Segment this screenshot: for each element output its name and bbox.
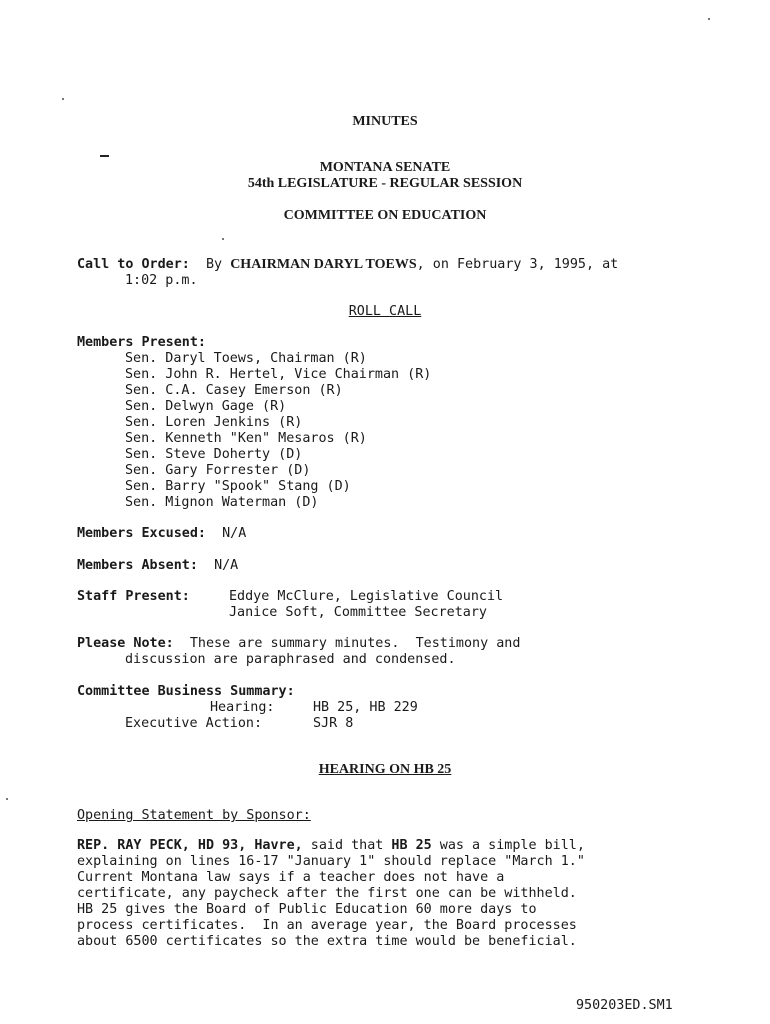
session-name: 54th LEGISLATURE - REGULAR SESSION (247, 176, 523, 191)
hearing-line-1 (77, 838, 585, 854)
scan-speck (6, 798, 8, 800)
hearing-line-1-mid: said that (302, 838, 392, 853)
staff-item: Janice Soft, Committee Secretary (229, 605, 487, 620)
hearing-heading: HEARING ON HB 25 (318, 762, 452, 777)
roll-call-heading: ROLL CALL (348, 304, 422, 319)
member-item: Sen. Daryl Toews, Chairman (R) (125, 351, 367, 366)
sponsor-name: REP. RAY PECK, HD 93, Havre, (77, 838, 303, 853)
members-absent-value: N/A (214, 558, 239, 573)
member-item: Sen. Delwyn Gage (R) (125, 399, 287, 414)
document-title: MINUTES (352, 114, 418, 129)
please-note-text-2: discussion are paraphrased and condensed. (125, 652, 456, 667)
hearing-line: certificate, any paycheck after the first one can be withheld. (77, 886, 577, 901)
call-to-order-time: 1:02 p.m. (125, 273, 198, 288)
hearing-line: explaining on lines 16-17 "January 1" should replace "March 1." (77, 854, 585, 869)
chairman-name: CHAIRMAN DARYL TOEWS (230, 257, 417, 272)
bill-number: HB 25 (391, 838, 432, 853)
members-excused-value: N/A (222, 526, 247, 541)
member-item: Sen. Barry "Spook" Stang (D) (125, 479, 351, 494)
member-item: Sen. Mignon Waterman (D) (125, 495, 319, 510)
executive-action-label: Executive Action: (125, 716, 263, 731)
call-to-order-suffix: , on February 3, 1995, at (416, 257, 619, 272)
opening-statement-label: Opening Statement by Sponsor: (77, 808, 311, 823)
members-present-label: Members Present: (77, 335, 206, 350)
call-to-order-label: Call to Order: (77, 257, 190, 272)
member-item: Sen. Gary Forrester (D) (125, 463, 311, 478)
call-to-order-line (77, 257, 618, 273)
hearing-label: Hearing: (210, 700, 275, 715)
document-id: 950203ED.SM1 (576, 998, 673, 1013)
scan-speck (62, 98, 64, 100)
hearing-line-1-end: was a simple bill, (431, 838, 585, 853)
business-summary-label: Committee Business Summary: (77, 684, 295, 699)
member-item: Sen. John R. Hertel, Vice Chairman (R) (125, 367, 432, 382)
scan-speck (708, 18, 710, 20)
hearing-line: HB 25 gives the Board of Public Education 60 more days to (77, 902, 537, 917)
hearing-line: about 6500 certificates so the extra time would be beneficial. (77, 934, 577, 949)
please-note-line (77, 636, 520, 652)
member-item: Sen. Kenneth "Ken" Mesaros (R) (125, 431, 367, 446)
scan-speck (222, 238, 224, 240)
member-item: Sen. Steve Doherty (D) (125, 447, 303, 462)
hearing-line: Current Montana law says if a teacher does not have a (77, 870, 505, 885)
members-excused-line (77, 526, 246, 542)
member-item: Sen. Loren Jenkins (R) (125, 415, 303, 430)
members-excused-label: Members Excused: (77, 526, 206, 541)
call-to-order-prefix: By (206, 257, 231, 272)
committee-name: COMMITTEE ON EDUCATION (283, 208, 487, 223)
please-note-text: These are summary minutes. Testimony and (189, 636, 521, 651)
executive-action-value: SJR 8 (313, 716, 354, 731)
hearing-line: process certificates. In an average year, the Board processes (77, 918, 577, 933)
staff-present-label: Staff Present: (77, 589, 190, 604)
staff-item: Eddye McClure, Legislative Council (229, 589, 504, 604)
please-note-label: Please Note: (77, 636, 174, 651)
members-absent-line (77, 558, 238, 574)
hearing-value: HB 25, HB 229 (313, 700, 418, 715)
members-absent-label: Members Absent: (77, 558, 198, 573)
body-name: MONTANA SENATE (319, 160, 451, 175)
stray-mark (100, 155, 109, 157)
member-item: Sen. C.A. Casey Emerson (R) (125, 383, 343, 398)
